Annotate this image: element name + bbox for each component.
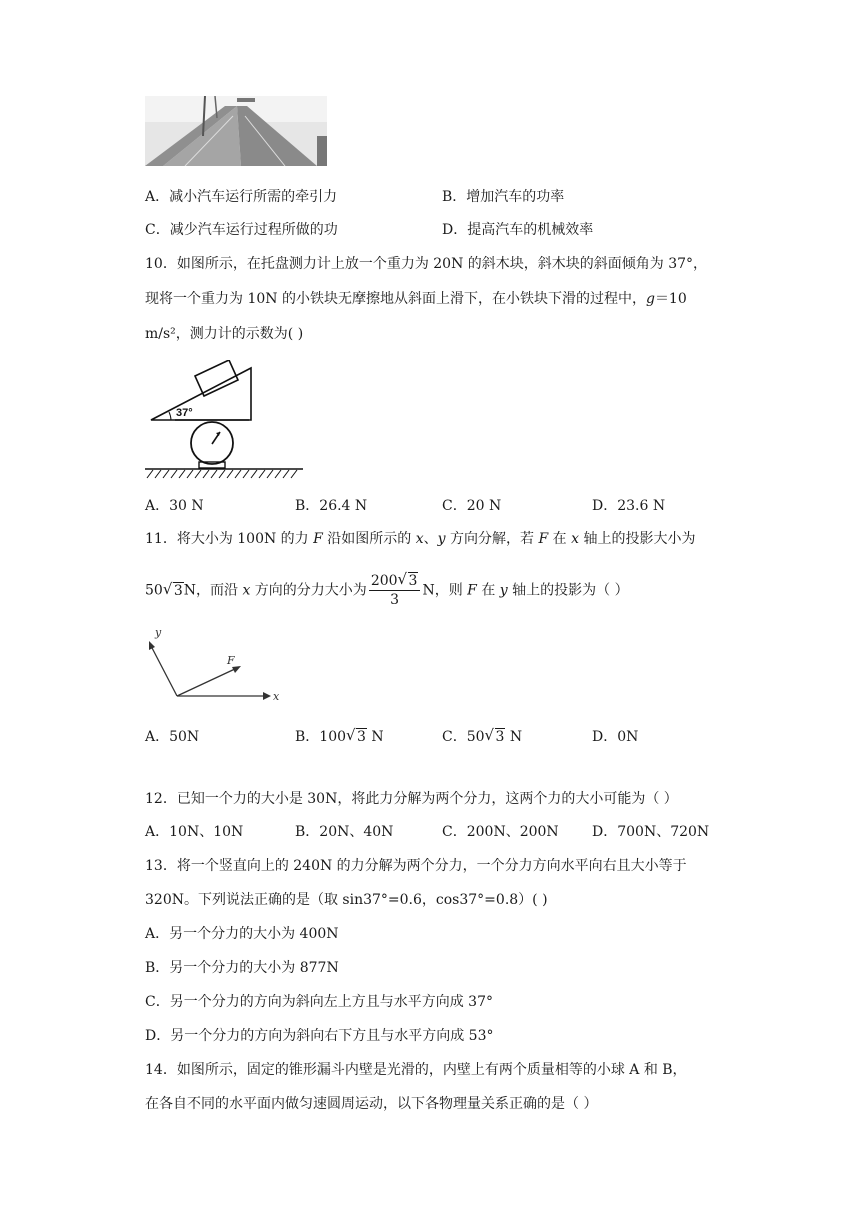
q11-stem-line1: 11．将大小为 100N 的力 F 沿如图所示的 x、y 方向分解，若 F 在 x 轴上的投影大小为: [145, 531, 696, 547]
sqrt-three: √ 3: [162, 579, 183, 599]
q13-option-b: B．另一个分力的大小为 877N: [145, 960, 339, 976]
q10-stem-line3: m/s²，测力计的示数为( ): [145, 326, 304, 342]
q10-stem-line1: 10．如图所示，在托盘测力计上放一个重力为 20N 的斜木块，斜木块的斜面倾角为 37°，: [145, 256, 708, 272]
q9-option-c: C．减少汽车运行过程所做的功: [145, 222, 338, 238]
q12-option-d: D．700N、720N: [592, 824, 710, 840]
q10-figure: [145, 360, 305, 480]
q13-option-a: A．另一个分力的大小为 400N: [145, 926, 339, 942]
q12-option-b: B．20N、40N: [295, 824, 394, 840]
q9-option-b: B．增加汽车的功率: [442, 189, 565, 205]
q14-stem-line2: 在各自不同的水平面内做匀速圆周运动，以下各物理量关系正确的是（ ）: [145, 1096, 598, 1112]
q11-option-a: A．50N: [145, 729, 200, 745]
angle-label: 37°: [176, 407, 193, 419]
q10-option-c: C．20 N: [442, 498, 502, 514]
q12-option-a: A．10N、10N: [145, 824, 244, 840]
q13-option-c: C．另一个分力的方向为斜向左上方且与水平方向成 37°: [145, 994, 493, 1010]
q10-option-d: D．23.6 N: [592, 498, 666, 514]
axis-x-label: x: [273, 690, 280, 703]
fraction-200-root3-over-3: 200 √ 3 3: [369, 573, 421, 608]
q9-option-a: A．减小汽车运行所需的牵引力: [145, 189, 338, 205]
axis-y-label: y: [155, 626, 162, 639]
q12-option-c: C．200N、200N: [442, 824, 559, 840]
q13-stem-line1: 13．将一个竖直向上的 240N 的力分解为两个分力，一个分力方向水平向右且大小等于: [145, 858, 687, 874]
q13-option-d: D．另一个分力的方向为斜向右下方且与水平方向成 53°: [145, 1028, 494, 1044]
force-label: F: [227, 654, 235, 667]
q11-option-d: D．0N: [592, 729, 639, 745]
q9-option-d: D．提高汽车的机械效率: [442, 222, 594, 238]
q10-option-a: A．30 N: [145, 498, 204, 514]
q11-stem-line2: 50 √ 3N，而沿 x 方向的分力大小为 200 √ 3 3 N，则 F 在 y 轴上的投影为（ ）: [145, 570, 629, 608]
scale-dial: [191, 422, 233, 468]
highway-photo: [145, 96, 327, 166]
q12-stem: 12．已知一个力的大小是 30N，将此力分解为两个分力，这两个力的大小可能为（ ）: [145, 791, 678, 807]
q11-option-b: B．100 √ 3 N: [295, 726, 384, 745]
q11-option-c: C．50 √ 3 N: [442, 726, 523, 745]
q13-stem-line2: 320N。下列说法正确的是（取 sin37°=0.6，cos37°=0.8）( ): [145, 892, 548, 908]
q10-option-b: B．26.4 N: [295, 498, 368, 514]
q10-stem-line2: 现将一个重力为 10N 的小铁块无摩擦地从斜面上滑下，在小铁块下滑的过程中，g＝10: [145, 291, 687, 307]
q14-stem-line1: 14．如图所示，固定的锥形漏斗内壁是光滑的，内壁上有两个质量相等的小球 A 和 B，: [145, 1062, 687, 1078]
q11-vector-figure: [145, 626, 285, 706]
